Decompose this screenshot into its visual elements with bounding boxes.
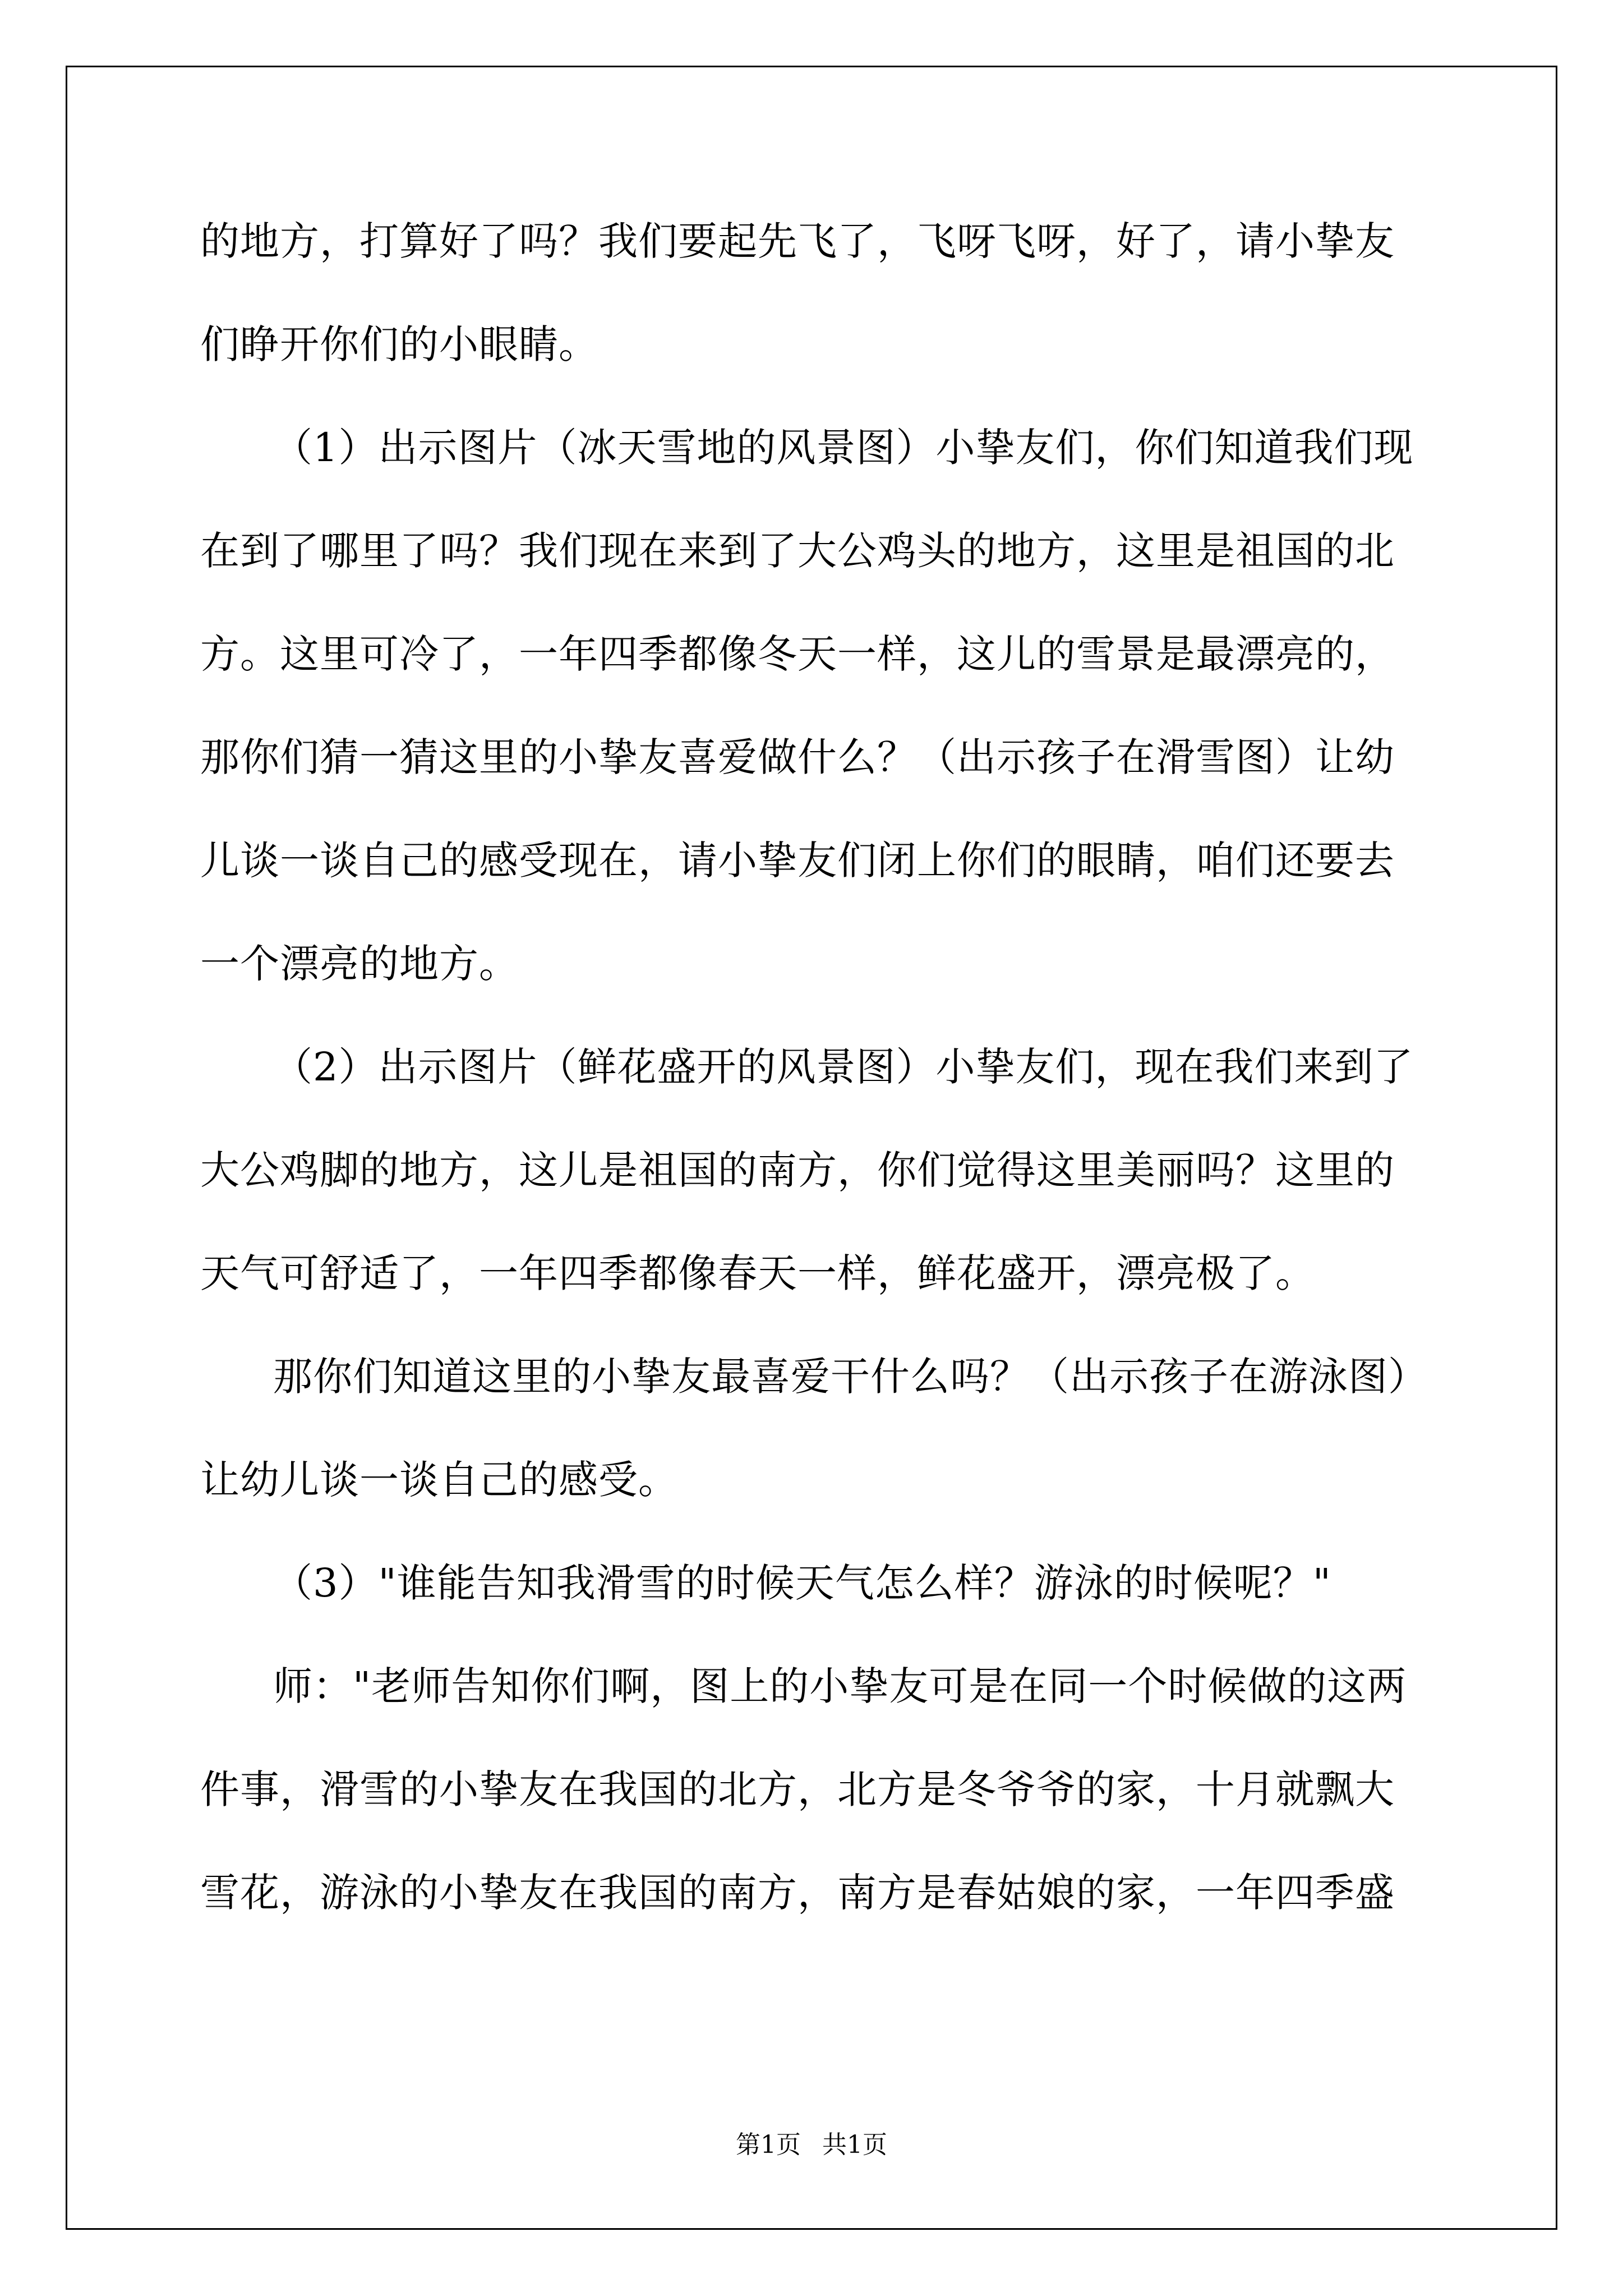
page-footer	[0, 2133, 1623, 2157]
text-line: 那你们猜一猜这里的小挚友喜爱做什么？（出示孩子在滑雪图）让幼	[200, 734, 1395, 780]
text-line: 那你们知道这里的小挚友最喜爱干什么吗？（出示孩子在游泳图）	[273, 1354, 1428, 1400]
page-number: 第1页	[736, 2131, 801, 2159]
text-line: 件事，滑雪的小挚友在我国的北方，北方是冬爷爷的家，十月就飘大	[200, 1766, 1395, 1812]
text-line: 的地方，打算好了吗？我们要起先飞了，飞呀飞呀，好了，请小挚友	[200, 218, 1395, 264]
document-body	[200, 218, 1434, 1976]
text-line: （3）"谁能告知我滑雪的时候天气怎么样？游泳的时候呢？"	[273, 1560, 1331, 1606]
text-line: （2）出示图片（鲜花盛开的风景图）小挚友们，现在我们来到了	[273, 1044, 1414, 1090]
text-line: 大公鸡脚的地方，这儿是祖国的南方，你们觉得这里美丽吗？这里的	[200, 1147, 1395, 1193]
text-line: 们睁开你们的小眼睛。	[200, 321, 598, 367]
text-line: 在到了哪里了吗？我们现在来到了大公鸡头的地方，这里是祖国的北	[200, 528, 1395, 574]
text-line: 让幼儿谈一谈自己的感受。	[200, 1457, 678, 1503]
text-line: 一个漂亮的地方。	[200, 941, 519, 987]
text-line: 师："老师告知你们啊，图上的小挚友可是在同一个时候做的这两	[273, 1663, 1407, 1709]
page-total: 共1页	[822, 2131, 887, 2159]
text-line: 天气可舒适了，一年四季都像春天一样，鲜花盛开，漂亮极了。	[200, 1250, 1315, 1296]
text-line: 方。这里可冷了，一年四季都像冬天一样，这儿的雪景是最漂亮的，	[200, 631, 1395, 677]
text-line: 雪花，游泳的小挚友在我国的南方，南方是春姑娘的家，一年四季盛	[200, 1870, 1395, 1916]
text-line: 儿谈一谈自己的感受现在，请小挚友们闭上你们的眼睛，咱们还要去	[200, 838, 1395, 884]
text-line: （1）出示图片（冰天雪地的风景图）小挚友们，你们知道我们现	[273, 425, 1414, 471]
